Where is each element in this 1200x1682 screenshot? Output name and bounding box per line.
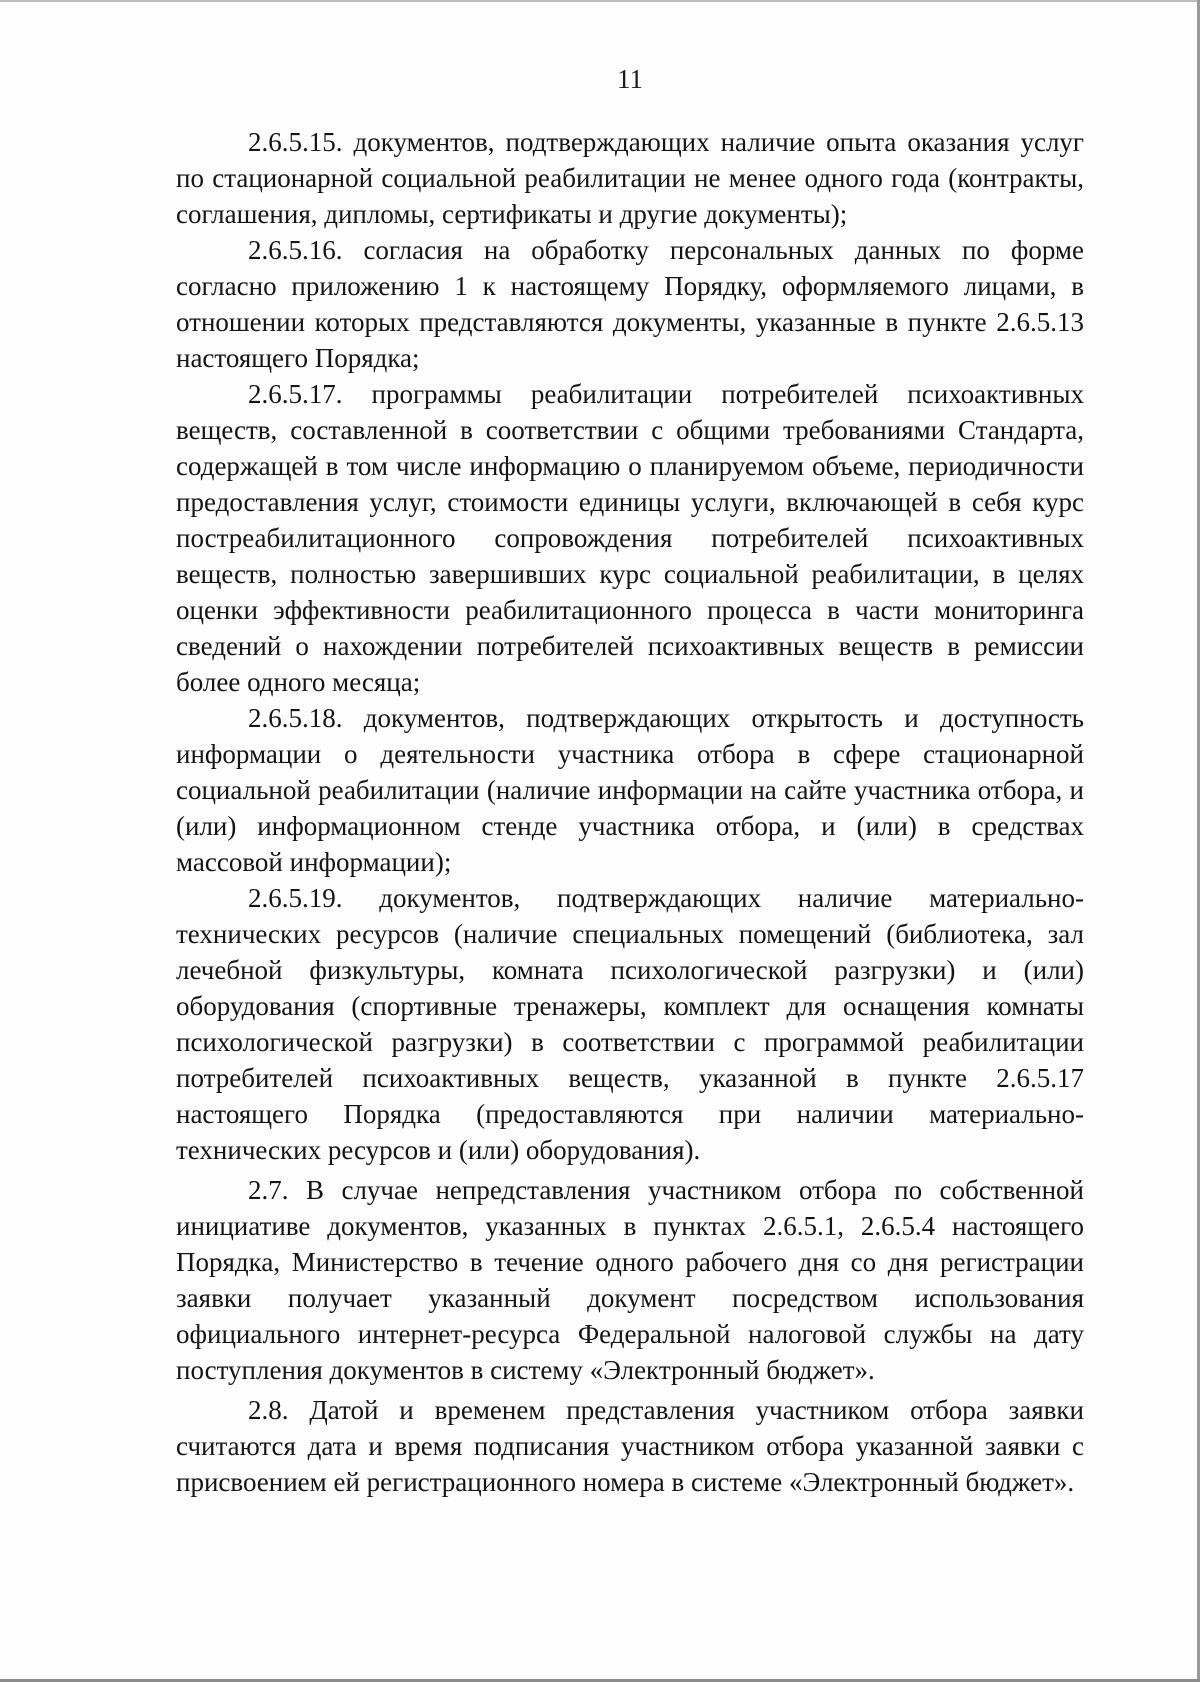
- paragraph-2-6-5-15: 2.6.5.15. документов, подтверждающих наличие опыта оказания услуг по стационарной социальной реабилитации не менее одного года (контракты, соглашения, дипломы, сертификаты и другие документы);: [176, 127, 1084, 229]
- paragraph-2-6-5-17: 2.6.5.17. программы реабилитации потребителей психоактивных веществ, составленной в соответствии с общими требованиями Стандарта, содержащей в том числе информацию о планируемом объеме, периодичности предоставления услуг, стоимости единицы услуги, включающей в себя курс постреабилитационного сопровождения потребителей психоактивных веществ, полностью завершивших курс социальной реабилитации, в целях оценки эффективности реабилитационного процесса в части мониторинга сведений о нахождении потребителей психоактивных веществ в ремиссии более одного месяца;: [176, 379, 1084, 697]
- paragraph-2-6-5-18: 2.6.5.18. документов, подтверждающих открытость и доступность информации о деятельности участника отбора в сфере стационарной социальной реабилитации (наличие информации на сайте участника отбора, и (или) информационном стенде участника отбора, и (или) в средствах массовой информации);: [176, 703, 1084, 877]
- scan-edge-top: [0, 0, 1200, 2]
- page-number: 11: [617, 64, 643, 94]
- paragraph-2-6-5-19: 2.6.5.19. документов, подтверждающих наличие материально-технических ресурсов (наличие специальных помещений (библиотека, зал лечебной физкультуры, комната психологической разгрузки) и (или) оборудования (спортивные тренажеры, комплект для оснащения комнаты психологической разгрузки) в соответствии с программой реабилитации потребителей психоактивных веществ, указанной в пункте 2.6.5.17 настоящего Порядка (предоставляются при наличии материально-технических ресурсов и (или) оборудования).: [176, 883, 1084, 1165]
- document-body: [176, 124, 1084, 1500]
- paragraph-2-7: 2.7. В случае непредставления участником отбора по собственной инициативе документов, указанных в пунктах 2.6.5.1, 2.6.5.4 настоящего Порядка, Министерство в течение одного рабочего дня со дня регистрации заявки получает указанный документ посредством использования официального интернет-ресурса Федеральной налоговой службы на дату поступления документов в систему «Электронный бюджет».: [176, 1175, 1084, 1385]
- paragraph-2-8: 2.8. Датой и временем представления участником отбора заявки считаются дата и время подписания участником отбора указанной заявки с присвоением ей регистрационного номера в системе «Электронный бюджет».: [176, 1395, 1084, 1497]
- paragraph-2-6-5-16: 2.6.5.16. согласия на обработку персональных данных по форме согласно приложению 1 к настоящему Порядку, оформляемого лицами, в отношении которых представляются документы, указанные в пункте 2.6.5.13 настоящего Порядка;: [176, 235, 1084, 373]
